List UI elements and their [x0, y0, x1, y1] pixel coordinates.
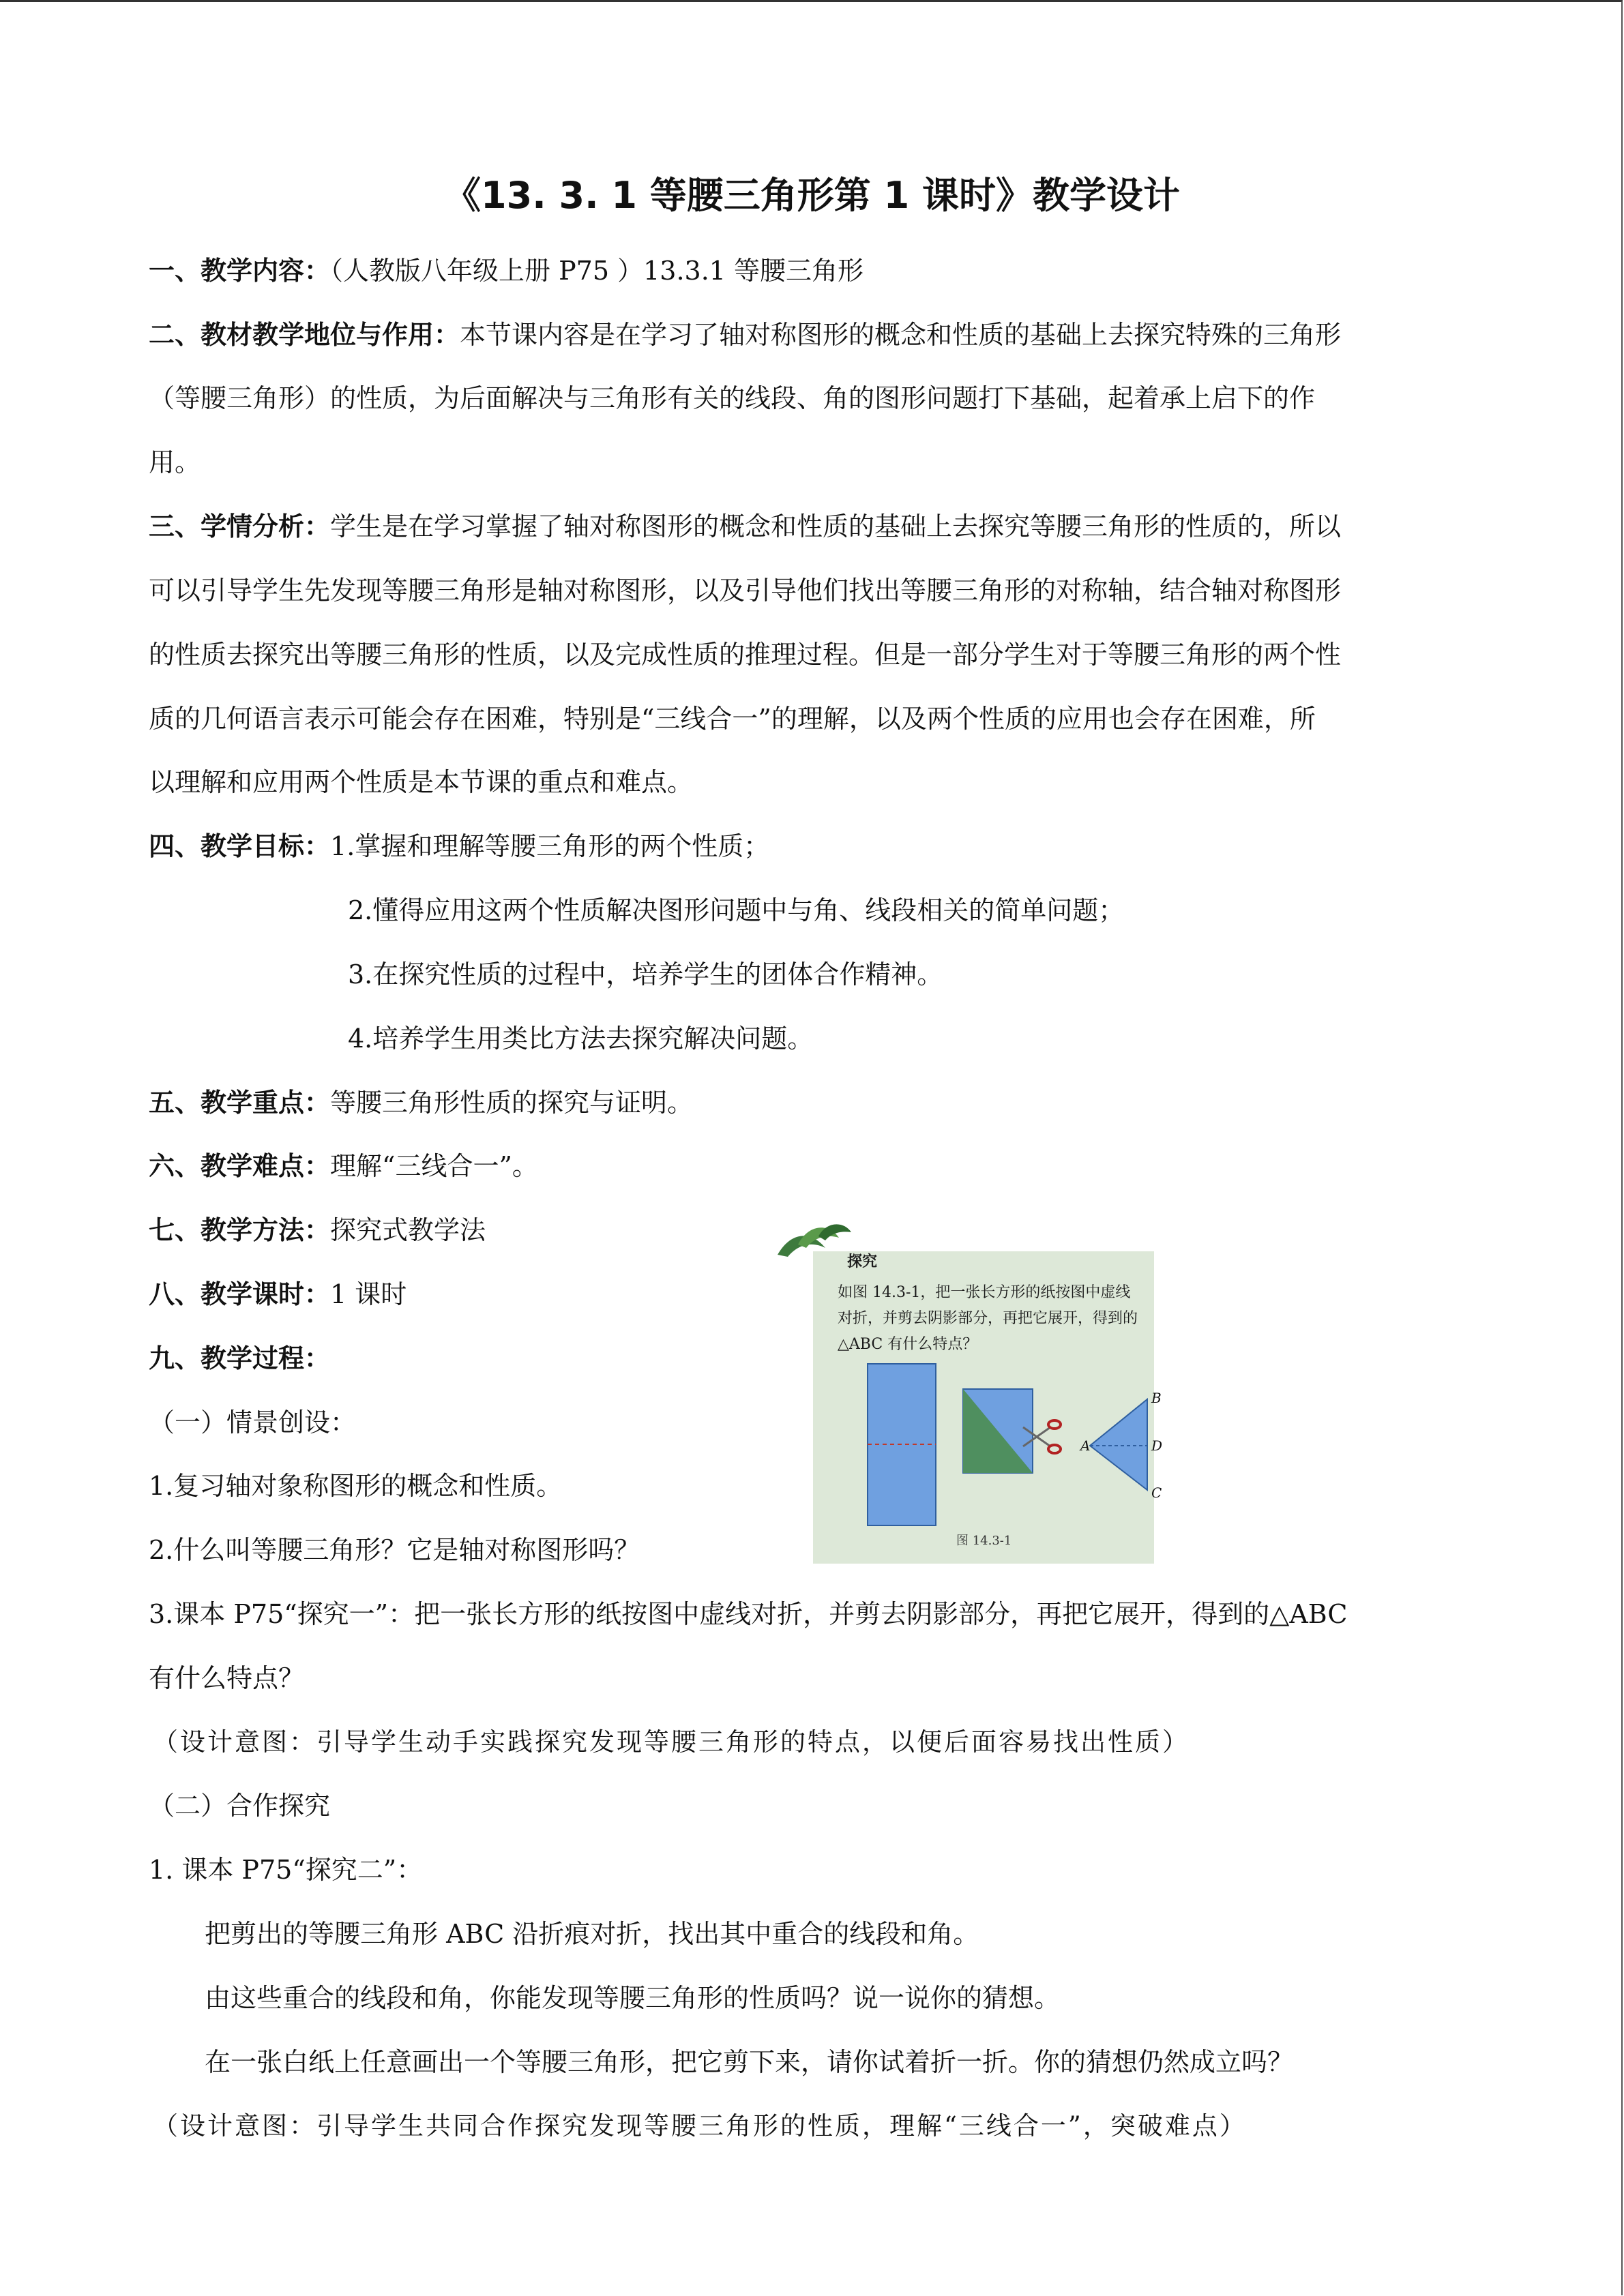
section-label: 一、教学内容： — [149, 256, 331, 286]
process-item: 2.什么叫等腰三角形？它是轴对称图形吗？ — [149, 1535, 640, 1565]
figure-badge: 探究 — [847, 1253, 878, 1270]
section-difficulty — [149, 1150, 538, 1182]
section-label: 五、教学重点： — [149, 1088, 331, 1118]
section-position — [149, 319, 1341, 351]
process-item: 1.复习轴对象称图形的概念和性质。 — [149, 1471, 563, 1501]
subsection-heading: （一）情景创设： — [149, 1407, 357, 1437]
section-method — [149, 1214, 486, 1246]
section-text: 等腰三角形性质的探究与证明。 — [330, 1088, 694, 1118]
section-label: 三、学情分析： — [149, 511, 331, 541]
point-label-d: D — [1151, 1437, 1163, 1454]
section-label: 八、教学课时： — [149, 1279, 331, 1309]
section-analysis — [149, 511, 1341, 542]
figure-caption: 图 14.3-1 — [956, 1534, 1012, 1548]
goal-item: 3.在探究性质的过程中，培养学生的团体合作精神。 — [348, 959, 943, 989]
triangle-abc — [1090, 1399, 1147, 1490]
subsection-heading: （二）合作探究 — [149, 1791, 331, 1821]
design-intent: （设计意图：引导学生共同合作探究发现等腰三角形的性质，理解“三线合一”，突破难点） — [153, 2111, 1247, 2141]
paragraph-line: 可以引导学生先发现等腰三角形是轴对称图形，以及引导他们找出等腰三角形的对称轴，结合轴对称图形 — [149, 576, 1342, 606]
process-step: 把剪出的等腰三角形 ABC 沿折痕对折，找出其中重合的线段和角。 — [205, 1919, 979, 1949]
goal-item: 4.培养学生用类比方法去探究解决问题。 — [348, 1024, 814, 1054]
document-title: 《13. 3. 1 等腰三角形第 1 课时》教学设计 — [444, 174, 1180, 217]
section-text: 探究式教学法 — [330, 1215, 486, 1245]
section-text: 本节课内容是在学习了轴对称图形的概念和性质的基础上去探究特殊的三角形 — [460, 320, 1342, 350]
section-text: 学生是在学习掌握了轴对称图形的概念和性质的基础上去探究等腰三角形的性质的，所以 — [330, 511, 1342, 541]
figure-text: 如图 14.3-1，把一张长方形的纸按图中虚线对折，并剪去阴影部分，再把它展开，得到的△ABC 有什么特点？ — [838, 1284, 1138, 1353]
section-goals — [149, 831, 769, 862]
section-label: 二、教材教学地位与作用： — [149, 320, 460, 350]
section-content — [149, 255, 863, 286]
paragraph-line: （等腰三角形）的性质，为后面解决与三角形有关的线段、角的图形问题打下基础，起着承上启下的作 — [149, 383, 1316, 413]
section-label: 四、教学目标： — [149, 831, 331, 861]
section-label: 六、教学难点： — [149, 1151, 331, 1181]
section-hours — [149, 1279, 407, 1310]
textbook-figure — [771, 1210, 1207, 1565]
section-text: （人教版八年级上册 P75 ）13.3.1 等腰三角形 — [330, 256, 864, 286]
vertex-label-c: C — [1151, 1485, 1162, 1501]
paragraph-line: 用。 — [149, 447, 201, 477]
section-label: 七、教学方法： — [149, 1215, 331, 1245]
design-intent: （设计意图：引导学生动手实践探究发现等腰三角形的特点，以便后面容易找出性质） — [153, 1727, 1190, 1757]
process-item: 3.课本 P75“探究一”：把一张长方形的纸按图中虚线对折，并剪去阴影部分，再把它展开，得到的△ABC — [149, 1599, 1348, 1629]
paragraph-line: 的性质去探究出等腰三角形的性质，以及完成性质的推理过程。但是一部分学生对于等腰三角形的两个性 — [149, 640, 1342, 670]
section-text: 理解“三线合一”。 — [330, 1151, 538, 1181]
process-step: 在一张白纸上任意画出一个等腰三角形，把它剪下来，请你试着折一折。你的猜想仍然成立吗？ — [205, 2047, 1294, 2077]
paragraph-line: 以理解和应用两个性质是本节课的重点和难点。 — [149, 767, 694, 797]
section-key-point — [149, 1087, 693, 1118]
section-process-heading: 九、教学过程： — [149, 1343, 331, 1373]
goal-item: 2.懂得应用这两个性质解决图形问题中与角、线段相关的简单问题； — [348, 895, 1125, 925]
figure-drawing — [771, 1210, 1207, 1565]
process-item: 有什么特点？ — [149, 1663, 305, 1693]
section-text: 1 课时 — [330, 1279, 407, 1309]
goal-item: 1.掌握和理解等腰三角形的两个性质； — [330, 831, 770, 861]
paragraph-line: 质的几何语言表示可能会存在困难，特别是“三线合一”的理解，以及两个性质的应用也会存在困难，所 — [149, 704, 1316, 734]
vertex-label-a: A — [1080, 1437, 1091, 1454]
process-step: 由这些重合的线段和角，你能发现等腰三角形的性质吗？说一说你的猜想。 — [205, 1983, 1061, 2013]
process-item: 1. 课本 P75“探究二”： — [149, 1855, 423, 1885]
vertex-label-b: B — [1151, 1390, 1162, 1406]
